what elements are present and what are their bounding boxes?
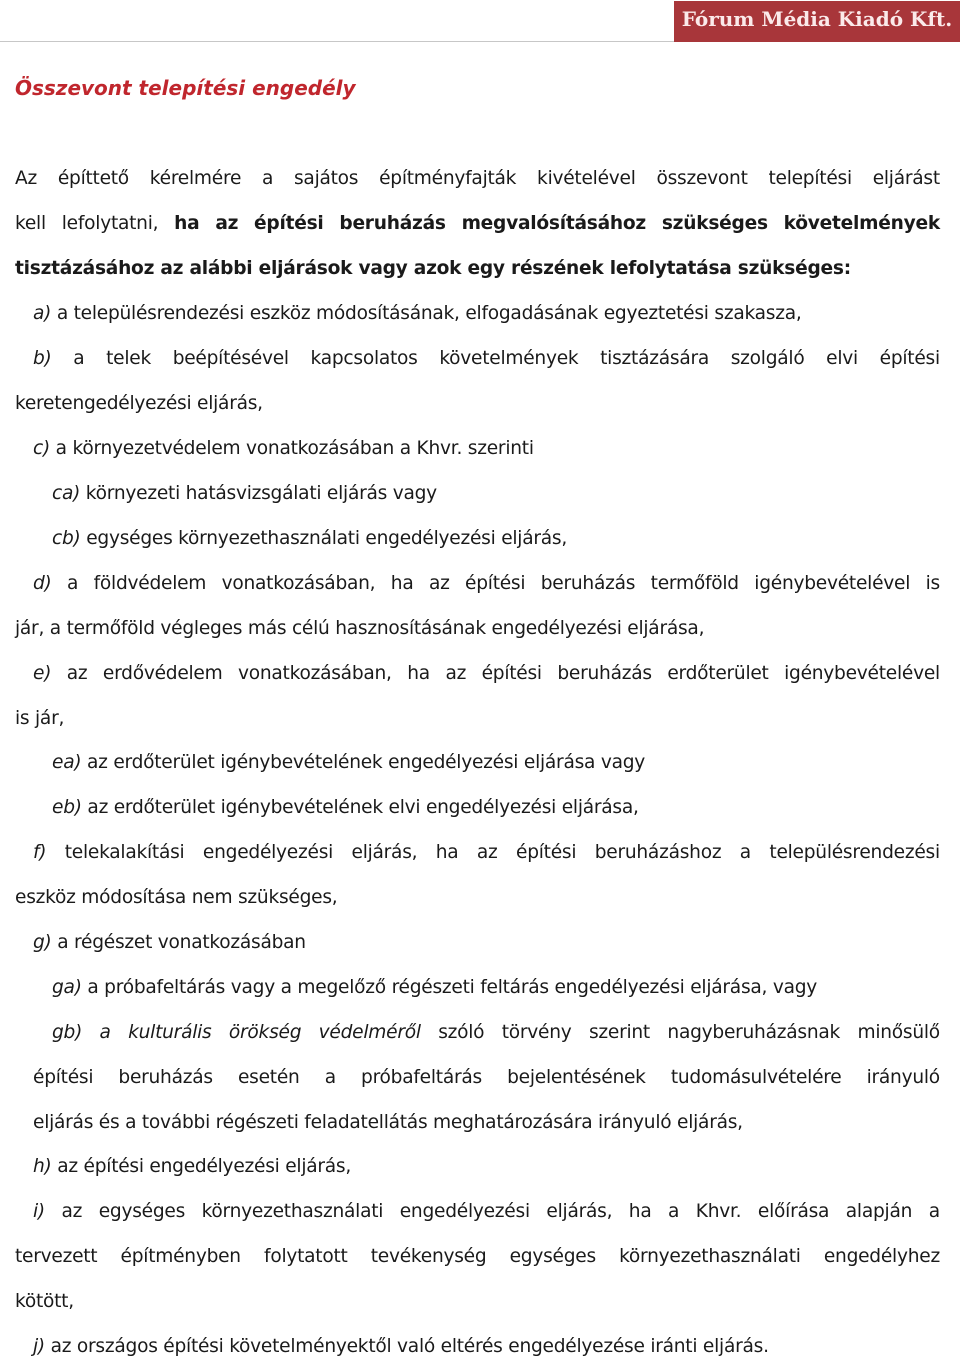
word: termőföld	[650, 573, 739, 594]
list-item-gb	[52, 1020, 940, 1046]
word: igénybevételével	[784, 663, 940, 684]
word: földvédelem	[93, 573, 207, 594]
word: építési	[481, 663, 542, 684]
word: településrendezési	[769, 842, 940, 863]
item-label: cb)	[52, 528, 81, 549]
word: örökség	[228, 1022, 302, 1043]
intro-line-1	[15, 166, 940, 192]
word: eljárás,	[351, 842, 418, 863]
word: beruházás	[540, 573, 636, 594]
word: építési	[465, 573, 526, 594]
list-item-c	[33, 436, 534, 462]
list-item-a	[33, 301, 802, 327]
word: építési	[254, 213, 324, 234]
word: tervezett	[15, 1246, 98, 1267]
word: megvalósításához	[461, 213, 646, 234]
word: a	[928, 1201, 940, 1222]
list-item-e-cont: is jár,	[15, 708, 65, 729]
word: tisztázására	[600, 348, 710, 369]
word: Khvr.	[695, 1201, 742, 1222]
word: ha	[628, 1201, 652, 1222]
item-label: c)	[33, 438, 50, 459]
item-label: b)	[33, 348, 52, 369]
word: kérelmére	[149, 168, 242, 189]
list-item-eb	[52, 795, 639, 821]
list-item-d-cont: jár, a termőföld végleges más célú hasznosításának engedélyezési eljárása,	[15, 618, 705, 639]
word: ha	[390, 573, 414, 594]
word: ha	[407, 663, 430, 684]
word: a	[262, 168, 274, 189]
item-label: e)	[33, 663, 52, 684]
word: vonatkozásában,	[238, 663, 392, 684]
header-rule	[0, 41, 674, 42]
word: összevont	[656, 168, 748, 189]
list-item-f-cont: eszköz módosítása nem szükséges,	[15, 887, 338, 908]
word: lefolytatni,	[61, 213, 159, 234]
word: védelméről	[318, 1022, 421, 1043]
word: nagyberuházásnak	[667, 1022, 841, 1043]
word: szerint	[588, 1022, 650, 1043]
list-item-ga	[52, 975, 817, 1001]
word: egységes	[509, 1246, 596, 1267]
list-item-h	[33, 1154, 351, 1180]
word: tevékenység	[370, 1246, 487, 1267]
word: követelmények	[439, 348, 579, 369]
word: beruházás	[118, 1067, 213, 1088]
word: a	[739, 842, 751, 863]
word: építési	[33, 1067, 94, 1088]
word: építési	[879, 348, 940, 369]
word: szükséges	[661, 213, 768, 234]
item-label: a)	[33, 303, 52, 324]
item-label: ca)	[52, 483, 81, 504]
word: környezethasználati	[201, 1201, 384, 1222]
item-text: a településrendezési eszköz módosításának, elfogadásának egyeztetési szakasza,	[56, 303, 802, 324]
word: az	[215, 213, 239, 234]
word: a	[67, 573, 79, 594]
word: az	[66, 663, 88, 684]
item-label: g)	[33, 932, 52, 953]
word: kapcsolatos	[310, 348, 418, 369]
word: folytatott	[264, 1246, 348, 1267]
item-text: az országos építési követelményektől való eltérés engedélyezése iránti eljárás.	[50, 1336, 769, 1357]
publisher-name: Fórum Média Kiadó Kft.	[681, 7, 953, 31]
word: beruházás	[339, 213, 446, 234]
word: ha	[174, 213, 200, 234]
word: próbafeltárás	[361, 1067, 482, 1088]
intro-line-3: tisztázásához az alábbi eljárások vagy azok egy részének lefolytatása szükséges:	[15, 258, 851, 279]
word: építményben	[120, 1246, 241, 1267]
word: beruházás	[557, 663, 652, 684]
word: környezethasználati	[619, 1246, 801, 1267]
word: engedélyezési	[202, 842, 334, 863]
word: előírása	[757, 1201, 830, 1222]
word: minősülő	[857, 1022, 940, 1043]
item-label: h)	[33, 1156, 52, 1177]
word: építési	[516, 842, 577, 863]
list-item-j	[33, 1334, 769, 1360]
list-item-gb-cont-2: eljárás és a további régészeti feladatellátás meghatározására irányuló eljárás,	[33, 1112, 743, 1133]
word: egységes	[98, 1201, 186, 1222]
word: bejelentésének	[507, 1067, 646, 1088]
list-item-cb	[52, 526, 567, 552]
word: a	[324, 1067, 336, 1088]
item-label: gb)	[52, 1022, 83, 1043]
item-text: az építési engedélyezési eljárás,	[57, 1156, 352, 1177]
list-item-d	[33, 571, 940, 597]
list-item-gb-cont-1	[33, 1065, 940, 1091]
word: vonatkozásában,	[221, 573, 376, 594]
item-text: egységes környezethasználati engedélyezési eljárás,	[86, 528, 567, 549]
list-item-e	[33, 661, 940, 687]
word: alapján	[845, 1201, 913, 1222]
item-text: a régészet vonatkozásában	[57, 932, 306, 953]
word: telekalakítási	[64, 842, 185, 863]
word: tudomásulvételére	[670, 1067, 842, 1088]
word: építményfajták	[379, 168, 517, 189]
word: a	[73, 348, 85, 369]
word: eljárás,	[546, 1201, 613, 1222]
word: erdőterület	[667, 663, 769, 684]
word: kulturális	[128, 1022, 212, 1043]
word: követelmények	[783, 213, 940, 234]
list-item-f	[33, 840, 940, 866]
word: kivételével	[537, 168, 636, 189]
item-text: a próbafeltárás vagy a megelőző régészeti feltárás engedélyezési eljárása, vagy	[87, 977, 818, 998]
word: engedélyhez	[823, 1246, 940, 1267]
list-item-ea	[52, 750, 645, 776]
item-text: környezeti hatásvizsgálati eljárás vagy	[85, 483, 437, 504]
word: is	[925, 573, 940, 594]
word: telepítési	[768, 168, 852, 189]
intro-line-2	[15, 211, 940, 237]
word: szóló	[438, 1022, 485, 1043]
word: engedélyezési	[399, 1201, 530, 1222]
publisher-banner	[674, 0, 960, 42]
word: kell	[15, 213, 46, 234]
item-label: f)	[33, 842, 47, 863]
word: sajátos	[294, 168, 359, 189]
word: az	[61, 1201, 83, 1222]
word: beruházáshoz	[594, 842, 722, 863]
item-label: ea)	[52, 752, 82, 773]
word: igénybevételével	[754, 573, 911, 594]
word: irányuló	[866, 1067, 940, 1088]
word: a	[668, 1201, 680, 1222]
list-item-i-cont-1	[15, 1244, 940, 1270]
word: az	[476, 842, 498, 863]
word: építtető	[57, 168, 129, 189]
item-label: eb)	[52, 797, 82, 818]
word: erdővédelem	[102, 663, 223, 684]
list-item-b	[33, 346, 940, 372]
word: ha	[435, 842, 459, 863]
word: esetén	[237, 1067, 300, 1088]
word: Az	[15, 168, 37, 189]
word: az	[445, 663, 467, 684]
word: telek	[106, 348, 151, 369]
item-label: ga)	[52, 977, 82, 998]
list-item-i	[33, 1199, 940, 1225]
word: szolgáló	[730, 348, 805, 369]
word: elvi	[826, 348, 858, 369]
list-item-b-cont: keretengedélyezési eljárás,	[15, 393, 263, 414]
word: az	[428, 573, 450, 594]
item-text: az erdőterület igénybevételének elvi engedélyezési eljárása,	[87, 797, 639, 818]
document-title: Összevont telepítési engedély	[15, 76, 356, 100]
word: eljárást	[872, 168, 940, 189]
list-item-g	[33, 930, 306, 956]
word: törvény	[501, 1022, 572, 1043]
word: a	[99, 1022, 111, 1043]
list-item-ca	[52, 481, 437, 507]
item-label: j)	[33, 1336, 45, 1357]
item-label: d)	[33, 573, 52, 594]
item-text: az erdőterület igénybevételének engedélyezési eljárása vagy	[87, 752, 646, 773]
list-item-i-cont-2: kötött,	[15, 1291, 74, 1312]
word: beépítésével	[172, 348, 289, 369]
item-text: a környezetvédelem vonatkozásában a Khvr. szerinti	[55, 438, 534, 459]
item-label: i)	[33, 1201, 45, 1222]
